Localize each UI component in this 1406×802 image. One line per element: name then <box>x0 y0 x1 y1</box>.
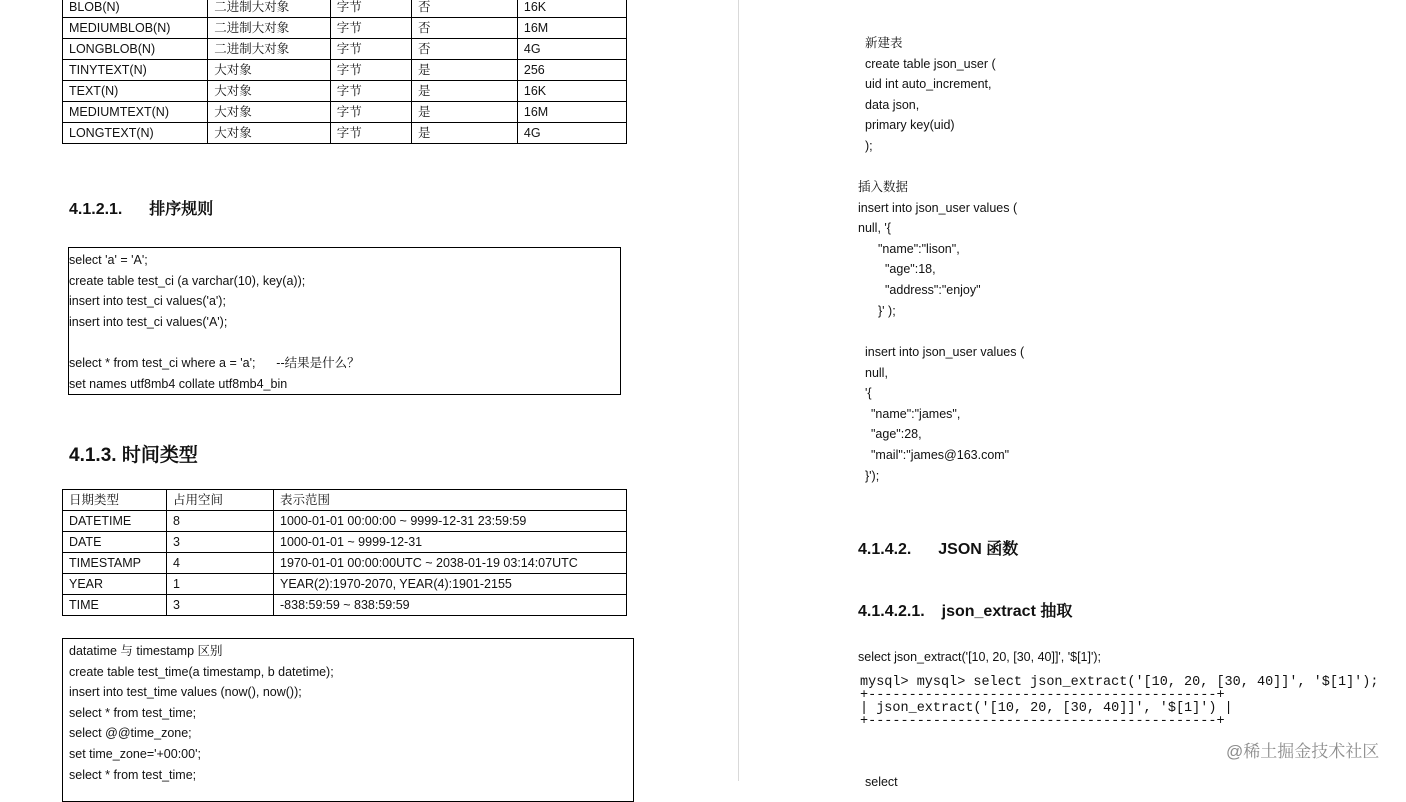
heading-number: 4.1.4.2.1. <box>858 603 925 620</box>
heading-sort-rules <box>69 196 213 219</box>
table-row <box>63 123 627 144</box>
table-cell: 大对象 <box>208 60 330 81</box>
code-line: select * from test_time; <box>69 767 197 782</box>
table-cell: 是 <box>411 102 517 123</box>
console-line: +-------------------------------------------+ <box>860 688 1225 703</box>
code-line: '{ <box>865 386 872 401</box>
table-cell: 字节 <box>330 39 411 60</box>
column-header: 占用空间 <box>167 490 274 511</box>
table-row <box>63 39 627 60</box>
table-cell: 二进制大对象 <box>208 39 330 60</box>
table-row <box>63 595 627 616</box>
code-line: create table test_time(a timestamp, b datetime); <box>69 664 334 679</box>
code-line: null, <box>865 365 888 380</box>
code-line: select * from test_ci where a = 'a'; --结果是什么？ <box>69 355 360 370</box>
column-header: 表示范围 <box>274 490 627 511</box>
table-cell: 否 <box>411 18 517 39</box>
code-line: insert into test_time values (now(), now()); <box>69 685 302 700</box>
column-header: 日期类型 <box>63 490 167 511</box>
code-line: null, '{ <box>858 221 891 236</box>
heading-time-types: 4.1.3. 时间类型 <box>69 445 198 466</box>
code-line: insert into json_user values ( <box>865 345 1025 359</box>
code-line: insert into test_ci values('A'); <box>69 314 228 329</box>
code-line: create table test_ci (a varchar(10), key(a)); <box>69 273 306 288</box>
table-cell: 大对象 <box>208 123 330 144</box>
heading-title: JSON 函数 <box>938 541 1019 558</box>
code-line: insert into json_user values ( <box>858 200 1018 215</box>
code-line: "name":"lison", <box>878 241 960 256</box>
code-line: }' ); <box>878 303 896 318</box>
table-cell: YEAR(2):1970-2070, YEAR(4):1901-2155 <box>274 574 627 595</box>
heading-title: 排序规则 <box>149 201 214 218</box>
table-cell: MEDIUMBLOB(N) <box>63 18 208 39</box>
console-line: +-------------------------------------------+ <box>860 714 1225 729</box>
bottom-cut-text: select <box>865 775 898 789</box>
lob-type-table <box>62 0 627 144</box>
table-row <box>63 81 627 102</box>
code-line: select * from test_time; <box>69 705 197 720</box>
code-line: uid int auto_increment, <box>865 77 992 92</box>
table-cell: 字节 <box>330 102 411 123</box>
code-line: set time_zone='+00:00'; <box>69 746 201 761</box>
table-cell: 256 <box>517 60 626 81</box>
table-cell: 4G <box>517 39 626 60</box>
table-cell: 字节 <box>330 60 411 81</box>
table-cell: 大对象 <box>208 102 330 123</box>
table-cell: BLOB(N) <box>63 0 208 18</box>
table-cell: YEAR <box>63 574 167 595</box>
code-line: data json, <box>865 97 920 112</box>
table-cell: 是 <box>411 123 517 144</box>
insert-block-1 <box>858 177 1017 321</box>
table-cell: DATE <box>63 532 167 553</box>
table-cell: 4 <box>167 553 274 574</box>
heading-json-functions <box>858 536 1018 559</box>
code-line: primary key(uid) <box>865 118 955 133</box>
heading-title: json_extract 抽取 <box>941 603 1073 620</box>
console-line: | json_extract('[10, 20, [30, 40]]', '$[1]') | <box>860 701 1233 716</box>
code-line <box>69 332 620 353</box>
table-cell: 3 <box>167 595 274 616</box>
table-cell: DATETIME <box>63 511 167 532</box>
code-line: create table json_user ( <box>865 56 996 71</box>
table-cell: LONGTEXT(N) <box>63 123 208 144</box>
code-line: }'); <box>865 468 880 483</box>
table-cell: 16M <box>517 18 626 39</box>
table-cell: MEDIUMTEXT(N) <box>63 102 208 123</box>
table-cell: TIME <box>63 595 167 616</box>
code-line: "age":28, <box>871 427 922 442</box>
table-cell: 是 <box>411 81 517 102</box>
table-row <box>63 532 627 553</box>
code-line: select @@time_zone; <box>69 726 192 741</box>
insert-block-2 <box>865 342 1024 486</box>
table-cell: 1 <box>167 574 274 595</box>
table-cell: 大对象 <box>208 81 330 102</box>
table-row <box>63 102 627 123</box>
heading-number: 4.1.2.1. <box>69 201 123 218</box>
table-cell: 3 <box>167 532 274 553</box>
table-row <box>63 511 627 532</box>
table-header-row <box>63 490 627 511</box>
table-cell: 二进制大对象 <box>208 0 330 18</box>
table-cell: TINYTEXT(N) <box>63 60 208 81</box>
table-cell: 16K <box>517 0 626 18</box>
code-line: ); <box>865 138 873 153</box>
table-cell: 否 <box>411 39 517 60</box>
create-table-block <box>865 33 996 157</box>
table-cell: 字节 <box>330 81 411 102</box>
console-output <box>860 676 1378 728</box>
code-line: datatime 与 timestamp 区别 <box>69 644 223 658</box>
code-line: "age":18, <box>885 262 936 277</box>
heading-number: 4.1.4.2. <box>858 541 912 558</box>
code-line: 新建表 <box>865 36 903 50</box>
table-cell: 字节 <box>330 123 411 144</box>
table-cell: 二进制大对象 <box>208 18 330 39</box>
table-cell: TIMESTAMP <box>63 553 167 574</box>
table-cell: TEXT(N) <box>63 81 208 102</box>
table-cell: 1970-01-01 00:00:00UTC ~ 2038-01-19 03:14:07UTC <box>274 553 627 574</box>
table-cell: 16M <box>517 102 626 123</box>
heading-json-extract <box>858 598 1072 621</box>
code-line: "mail":"james@163.com" <box>871 447 1010 462</box>
code-line: "address":"enjoy" <box>885 282 981 297</box>
time-type-table <box>62 489 627 616</box>
extract-statement: select json_extract('[10, 20, [30, 40]]', '$[1]'); <box>858 650 1102 664</box>
table-row <box>63 18 627 39</box>
table-cell: 字节 <box>330 0 411 18</box>
code-line: "name":"james", <box>871 406 961 421</box>
table-cell: 否 <box>411 0 517 18</box>
table-row <box>63 0 627 18</box>
code-line: insert into test_ci values('a'); <box>69 294 226 309</box>
watermark: @稀土掘金技术社区 <box>1226 742 1380 761</box>
table-cell: -838:59:59 ~ 838:59:59 <box>274 595 627 616</box>
code-line: select 'a' = 'A'; <box>69 253 148 267</box>
table-cell: LONGBLOB(N) <box>63 39 208 60</box>
table-cell: 是 <box>411 60 517 81</box>
table-cell: 16K <box>517 81 626 102</box>
table-cell: 8 <box>167 511 274 532</box>
table-cell: 4G <box>517 123 626 144</box>
table-row <box>63 60 627 81</box>
table-row <box>63 574 627 595</box>
time-code-box <box>62 638 634 802</box>
code-line: 插入数据 <box>858 180 909 194</box>
table-cell: 1000-01-01 00:00:00 ~ 9999-12-31 23:59:59 <box>274 511 627 532</box>
table-cell: 字节 <box>330 18 411 39</box>
code-line: set names utf8mb4 collate utf8mb4_bin <box>69 376 288 391</box>
sort-code-box <box>68 247 621 395</box>
console-line: mysql> mysql> select json_extract('[10, 20, [30, 40]]', '$[1]'); <box>860 675 1379 690</box>
table-row <box>63 553 627 574</box>
page-divider <box>738 0 739 781</box>
table-cell: 1000-01-01 ~ 9999-12-31 <box>274 532 627 553</box>
